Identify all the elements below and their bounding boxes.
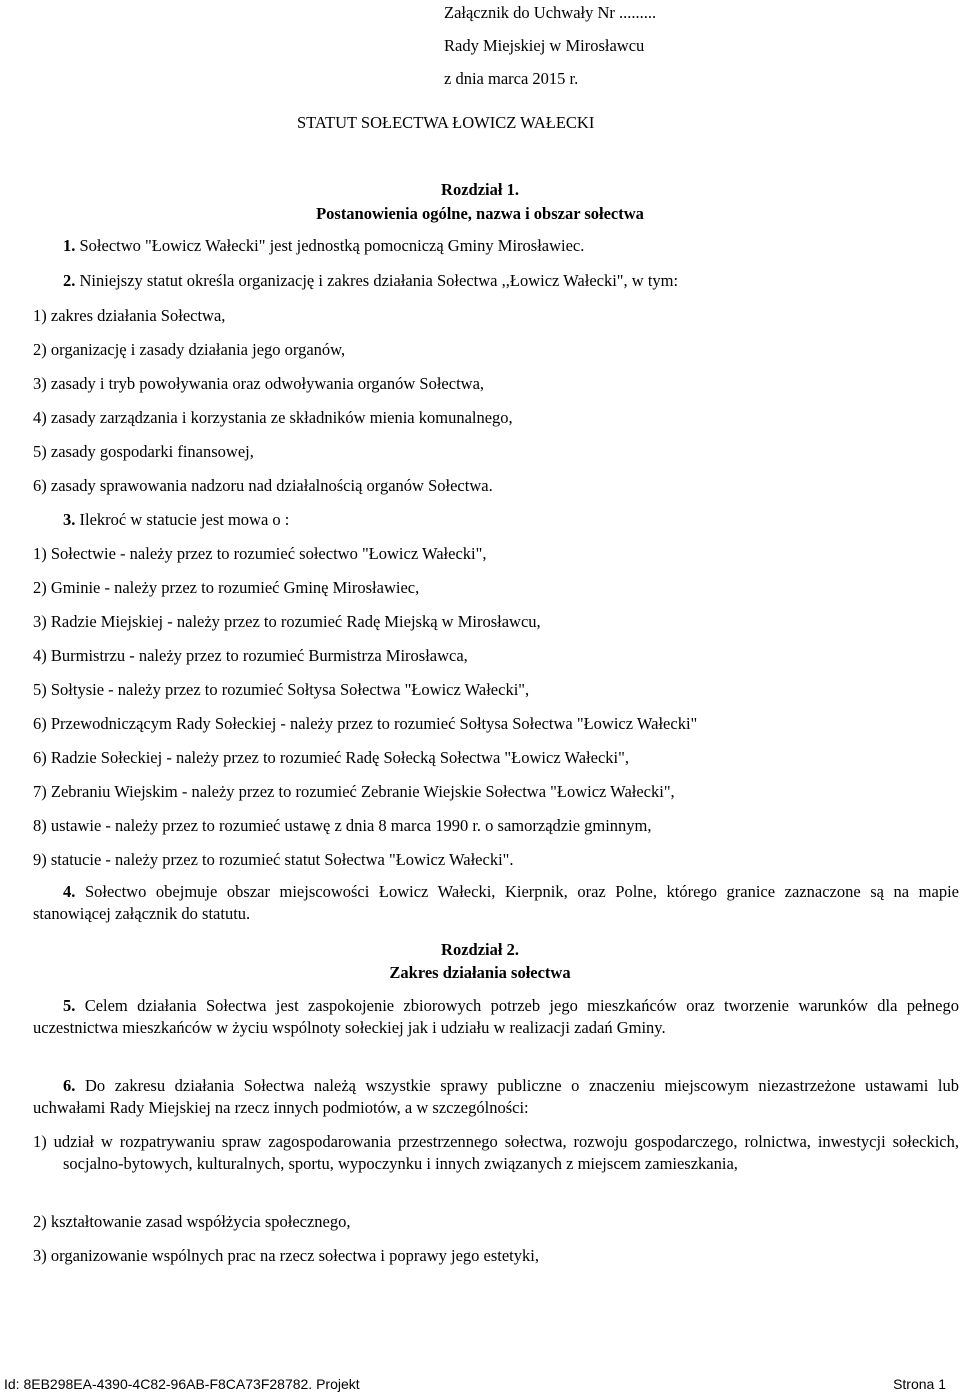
chapter-1-label: Rozdział 1. xyxy=(441,180,519,199)
list-item: 6) Przewodniczącym Rady Sołeckiej - należy przez to rozumieć Sołtysa Sołectwa "Łowicz Wałecki" xyxy=(33,714,698,733)
page-number: Strona 1 xyxy=(893,1376,946,1392)
list-item: 6) Radzie Sołeckiej - należy przez to rozumieć Radę Sołecką Sołectwa "Łowicz Wałecki", xyxy=(33,748,629,767)
paragraph-text: Niniejszy statut określa organizację i zakres działania Sołectwa ,,Łowicz Wałecki", w tym: xyxy=(75,271,679,290)
list-item: 4) Burmistrzu - należy przez to rozumieć Burmistrza Mirosławca, xyxy=(33,646,468,665)
attachment-line: Załącznik do Uchwały Nr ......... xyxy=(444,3,657,22)
list-item: 2) kształtowanie zasad współżycia społecznego, xyxy=(33,1212,351,1231)
date-line: z dnia marca 2015 r. xyxy=(444,69,579,88)
document-id: Id: 8EB298EA-4390-4C82-96AB-F8CA73F28782. Projekt xyxy=(4,1376,360,1392)
list-item: 1) Sołectwie - należy przez to rozumieć sołectwo "Łowicz Wałecki", xyxy=(33,544,487,563)
list-item: 3) zasady i tryb powoływania oraz odwoływania organów Sołectwa, xyxy=(33,374,485,393)
paragraph-text: Sołectwo "Łowicz Wałecki" jest jednostką pomocniczą Gminy Mirosławiec. xyxy=(75,236,585,255)
paragraph-text: Celem działania Sołectwa jest zaspokojenie zbiorowych potrzeb jego mieszkańców oraz tworzenie warunków dla pełnego uczestnictwa mieszkańców w życiu wspólnoty sołeckiej jak i udziału w realizacji zadań Gminy. xyxy=(33,996,959,1037)
chapter-1-heading: Postanowienia ogólne, nazwa i obszar sołectwa xyxy=(316,204,644,223)
document-title: STATUT SOŁECTWA ŁOWICZ WAŁECKI xyxy=(297,113,595,132)
paragraph-2 xyxy=(63,271,678,291)
chapter-2-heading: Zakres działania sołectwa xyxy=(389,963,571,982)
list-item: 2) organizację i zasady działania jego organów, xyxy=(33,340,346,359)
paragraph-text: Sołectwo obejmuje obszar miejscowości Łowicz Wałecki, Kierpnik, oraz Polne, którego granice zaznaczone są na mapie stanowiącej załącznik do statutu. xyxy=(33,882,959,923)
paragraph-1 xyxy=(63,236,584,256)
list-item: 3) Radzie Miejskiej - należy przez to rozumieć Radę Miejską w Mirosławcu, xyxy=(33,612,541,631)
paragraph-6 xyxy=(33,1075,959,1119)
paragraph-number: 2. xyxy=(63,271,76,290)
list-item: 8) ustawie - należy przez to rozumieć ustawę z dnia 8 marca 1990 r. o samorządzie gminnym, xyxy=(33,816,652,835)
list-item: 6) zasady sprawowania nadzoru nad działalnością organów Sołectwa. xyxy=(33,476,493,495)
list-item: 7) Zebraniu Wiejskim - należy przez to rozumieć Zebranie Wiejskie Sołectwa "Łowicz Wałecki", xyxy=(33,782,675,801)
paragraph-text: Do zakresu działania Sołectwa należą wszystkie sprawy publiczne o znaczeniu miejscowym niezastrzeżone ustawami lub uchwałami Rady Miejskiej na rzecz innych podmiotów, a w szczególności: xyxy=(33,1076,959,1117)
list-item: 3) organizowanie wspólnych prac na rzecz sołectwa i poprawy jego estetyki, xyxy=(33,1246,539,1265)
paragraph-number: 5. xyxy=(63,996,76,1015)
paragraph-number: 3. xyxy=(63,510,76,529)
council-line: Rady Miejskiej w Mirosławcu xyxy=(444,36,645,55)
paragraph-number: 4. xyxy=(63,882,76,901)
list-item: 1) zakres działania Sołectwa, xyxy=(33,306,226,325)
paragraph-text: Ilekroć w statucie jest mowa o : xyxy=(75,510,290,529)
paragraph-number: 1. xyxy=(63,236,76,255)
list-item: 9) statucie - należy przez to rozumieć statut Sołectwa "Łowicz Wałecki". xyxy=(33,850,514,869)
paragraph-5 xyxy=(33,995,959,1039)
list-item: 2) Gminie - należy przez to rozumieć Gminę Mirosławiec, xyxy=(33,578,420,597)
list-item: 4) zasady zarządzania i korzystania ze składników mienia komunalnego, xyxy=(33,408,513,427)
paragraph-4 xyxy=(33,881,959,925)
chapter-2-label: Rozdział 2. xyxy=(441,940,519,959)
list-item: 1) udział w rozpatrywaniu spraw zagospodarowania przestrzennego sołectwa, rozwoju gospodarczego, rolnictwa, inwestycji sołeckich, socjalno-bytowych, kulturalnych, sportu, wypoczynku i innych związanych z miejscem zamieszkania, xyxy=(33,1132,959,1173)
paragraph-number: 6. xyxy=(63,1076,76,1095)
list-item: 5) Sołtysie - należy przez to rozumieć Sołtysa Sołectwa "Łowicz Wałecki", xyxy=(33,680,530,699)
paragraph-3 xyxy=(63,510,289,530)
list-item: 5) zasady gospodarki finansowej, xyxy=(33,442,254,461)
